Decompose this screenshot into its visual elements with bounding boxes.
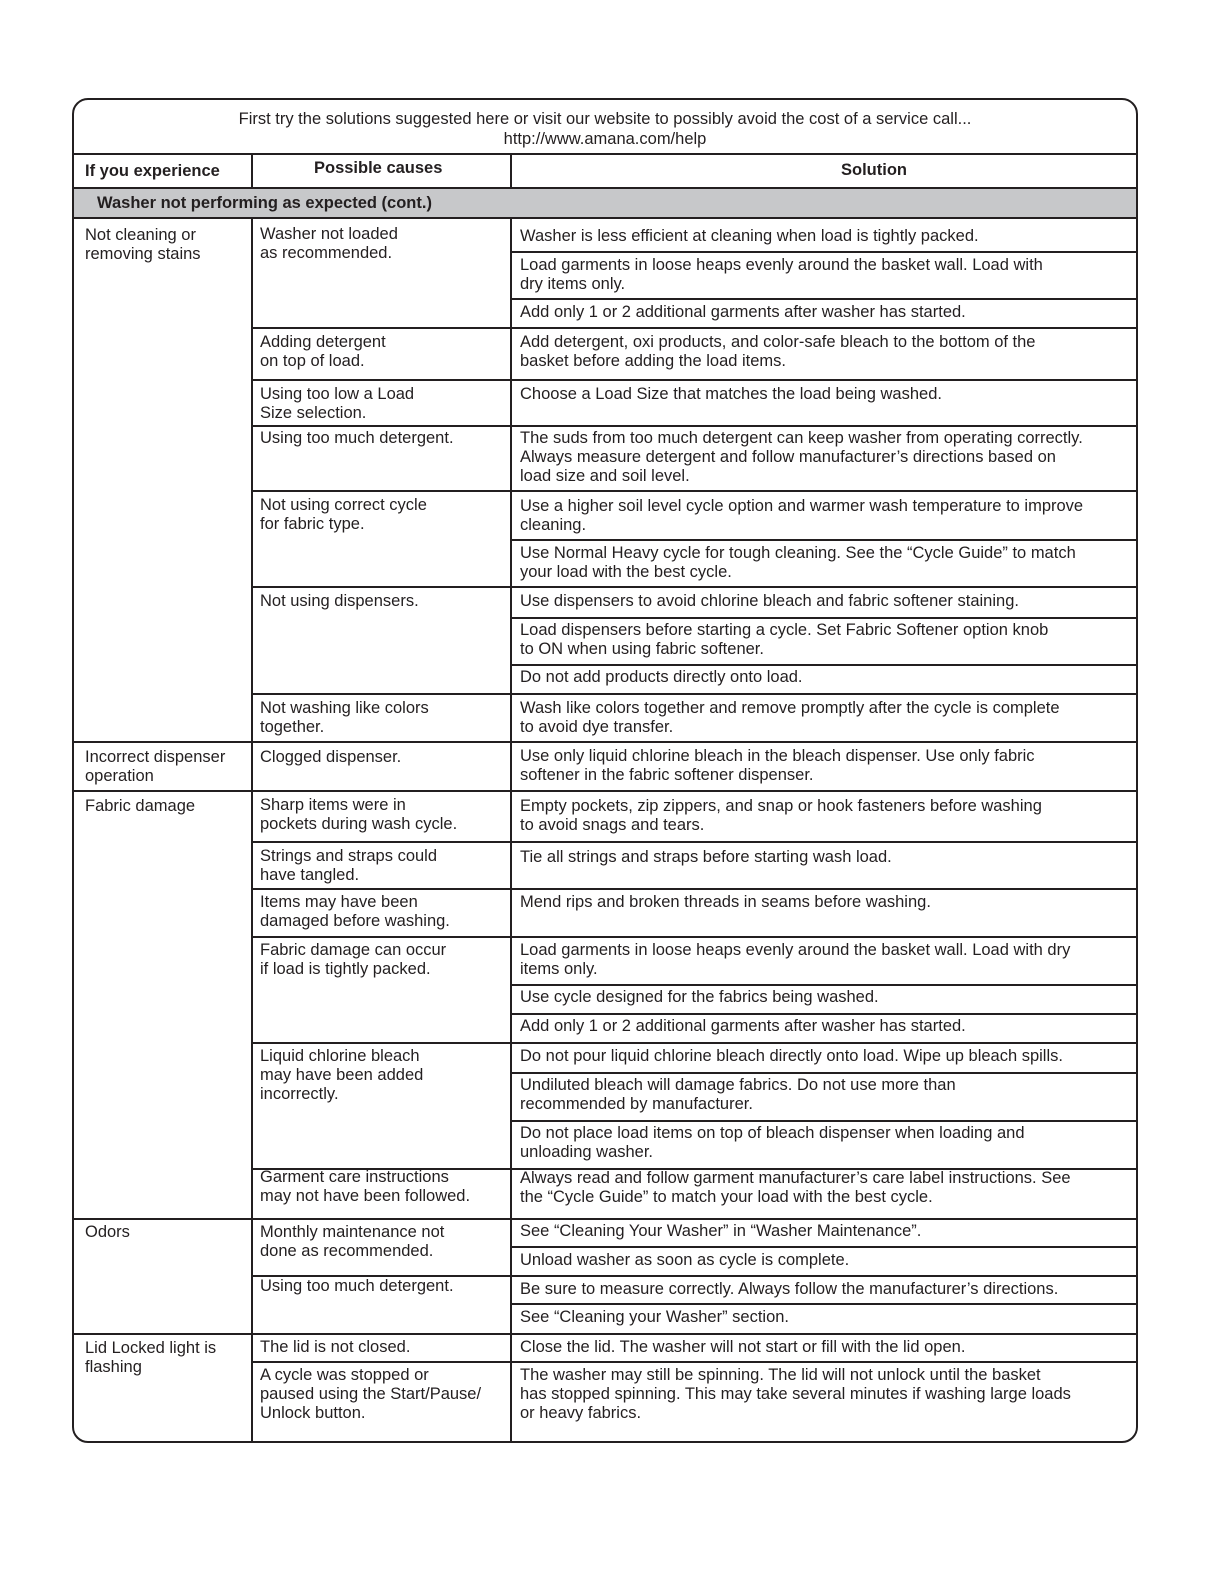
cause-cell: Not washing like colors together. — [260, 699, 429, 736]
cause-cell: Using too much detergent. — [260, 429, 454, 447]
experience-cell: Lid Locked light is flashing — [85, 1339, 217, 1376]
cause-cell: Sharp items were in pockets during wash cycle. — [260, 796, 458, 833]
cause-cell: Washer not loaded as recommended. — [260, 225, 398, 262]
section-title: Washer not performing as expected (cont.) — [97, 194, 432, 212]
experience-cell: Incorrect dispenser operation — [85, 748, 226, 785]
solution-cell: Do not place load items on top of bleach dispenser when loading and unloading washer. — [520, 1124, 1025, 1161]
solution-cell: Load garments in loose heaps evenly around the basket wall. Load with dry items only. — [520, 941, 1071, 978]
solution-cell: Unload washer as soon as cycle is complete. — [520, 1251, 850, 1269]
intro-banner — [74, 100, 1136, 154]
solution-cell: Do not pour liquid chlorine bleach directly onto load. Wipe up bleach spills. — [520, 1047, 1063, 1065]
solution-cell: Wash like colors together and remove promptly after the cycle is complete to avoid dye transfer. — [520, 699, 1060, 736]
column-header-experience: If you experience — [85, 162, 220, 180]
column-header-solution: Solution — [841, 161, 907, 179]
cause-cell: Not using dispensers. — [260, 592, 419, 610]
solution-cell: Load garments in loose heaps evenly around the basket wall. Load with dry items only. — [520, 256, 1043, 293]
solution-cell: Use cycle designed for the fabrics being washed. — [520, 988, 879, 1006]
cause-cell: Using too much detergent. — [260, 1277, 454, 1295]
cause-cell: Clogged dispenser. — [260, 748, 402, 766]
cause-cell: Liquid chlorine bleach may have been added incorrectly. — [260, 1047, 424, 1103]
solution-cell: Mend rips and broken threads in seams before washing. — [520, 893, 931, 911]
solution-cell: Do not add products directly onto load. — [520, 668, 803, 686]
section-header — [74, 189, 1136, 217]
cause-cell: Not using correct cycle for fabric type. — [260, 496, 427, 533]
cause-cell: Strings and straps could have tangled. — [260, 847, 438, 884]
cause-cell: Using too low a Load Size selection. — [260, 385, 415, 422]
cause-cell: Items may have been damaged before washing. — [260, 893, 450, 930]
solution-cell: Close the lid. The washer will not start or fill with the lid open. — [520, 1338, 966, 1356]
intro-text: First try the solutions suggested here or visit our website to possibly avoid the cost of a service call... — [238, 110, 972, 128]
solution-cell: Add only 1 or 2 additional garments after washer has started. — [520, 303, 966, 321]
cause-cell: The lid is not closed. — [260, 1338, 411, 1356]
solution-cell: Use Normal Heavy cycle for tough cleaning. See the “Cycle Guide” to match your load with the best cycle. — [520, 544, 1076, 581]
solution-cell: Add only 1 or 2 additional garments after washer has started. — [520, 1017, 966, 1035]
solution-cell: Undiluted bleach will damage fabrics. Do not use more than recommended by manufacturer. — [520, 1076, 956, 1113]
solution-cell: See “Cleaning Your Washer” in “Washer Maintenance”. — [520, 1222, 922, 1240]
solution-cell: Use a higher soil level cycle option and warmer wash temperature to improve cleaning. — [520, 497, 1084, 534]
solution-cell: Use only liquid chlorine bleach in the bleach dispenser. Use only fabric softener in the fabric softener dispenser. — [520, 747, 1035, 784]
experience-cell: Not cleaning or removing stains — [85, 226, 201, 263]
solution-cell: See “Cleaning your Washer” section. — [520, 1308, 790, 1326]
solution-cell: Use dispensers to avoid chlorine bleach and fabric softener staining. — [520, 592, 1019, 610]
cause-cell: Garment care instructions may not have been followed. — [260, 1168, 471, 1205]
solution-cell: Load dispensers before starting a cycle. Set Fabric Softener option knob to ON when using fabric softener. — [520, 621, 1049, 658]
solution-cell: Empty pockets, zip zippers, and snap or hook fasteners before washing to avoid snags and tears. — [520, 797, 1042, 834]
solution-cell: The suds from too much detergent can keep washer from operating correctly. Always measure detergent and follow manufacturer’s directions based on load size and soil level. — [520, 429, 1083, 485]
cause-cell: Adding detergent on top of load. — [260, 333, 386, 370]
solution-cell: Always read and follow garment manufacturer’s care label instructions. See the “Cycle Guide” to match your load with the best cycle. — [520, 1169, 1071, 1206]
solution-cell: Choose a Load Size that matches the load being washed. — [520, 385, 942, 403]
solution-cell: Add detergent, oxi products, and color-safe bleach to the bottom of the basket before adding the load items. — [520, 333, 1036, 370]
help-url: http://www.amana.com/help — [503, 130, 707, 148]
experience-cell: Fabric damage — [85, 797, 196, 815]
cause-cell: A cycle was stopped or paused using the Start/Pause/ Unlock button. — [260, 1366, 482, 1422]
solution-cell: The washer may still be spinning. The lid will not unlock until the basket has stopped spinning. This may take several minutes if washing large loads or heavy fabrics. — [520, 1366, 1071, 1422]
experience-cell: Odors — [85, 1223, 130, 1241]
solution-cell: Tie all strings and straps before starting wash load. — [520, 848, 892, 866]
cause-cell: Monthly maintenance not done as recommended. — [260, 1223, 445, 1260]
column-header-causes: Possible causes — [314, 159, 443, 177]
solution-cell: Washer is less efficient at cleaning when load is tightly packed. — [520, 227, 979, 245]
solution-cell: Be sure to measure correctly. Always follow the manufacturer’s directions. — [520, 1280, 1059, 1298]
cause-cell: Fabric damage can occur if load is tightly packed. — [260, 941, 447, 978]
troubleshooting-table — [72, 98, 1138, 1443]
